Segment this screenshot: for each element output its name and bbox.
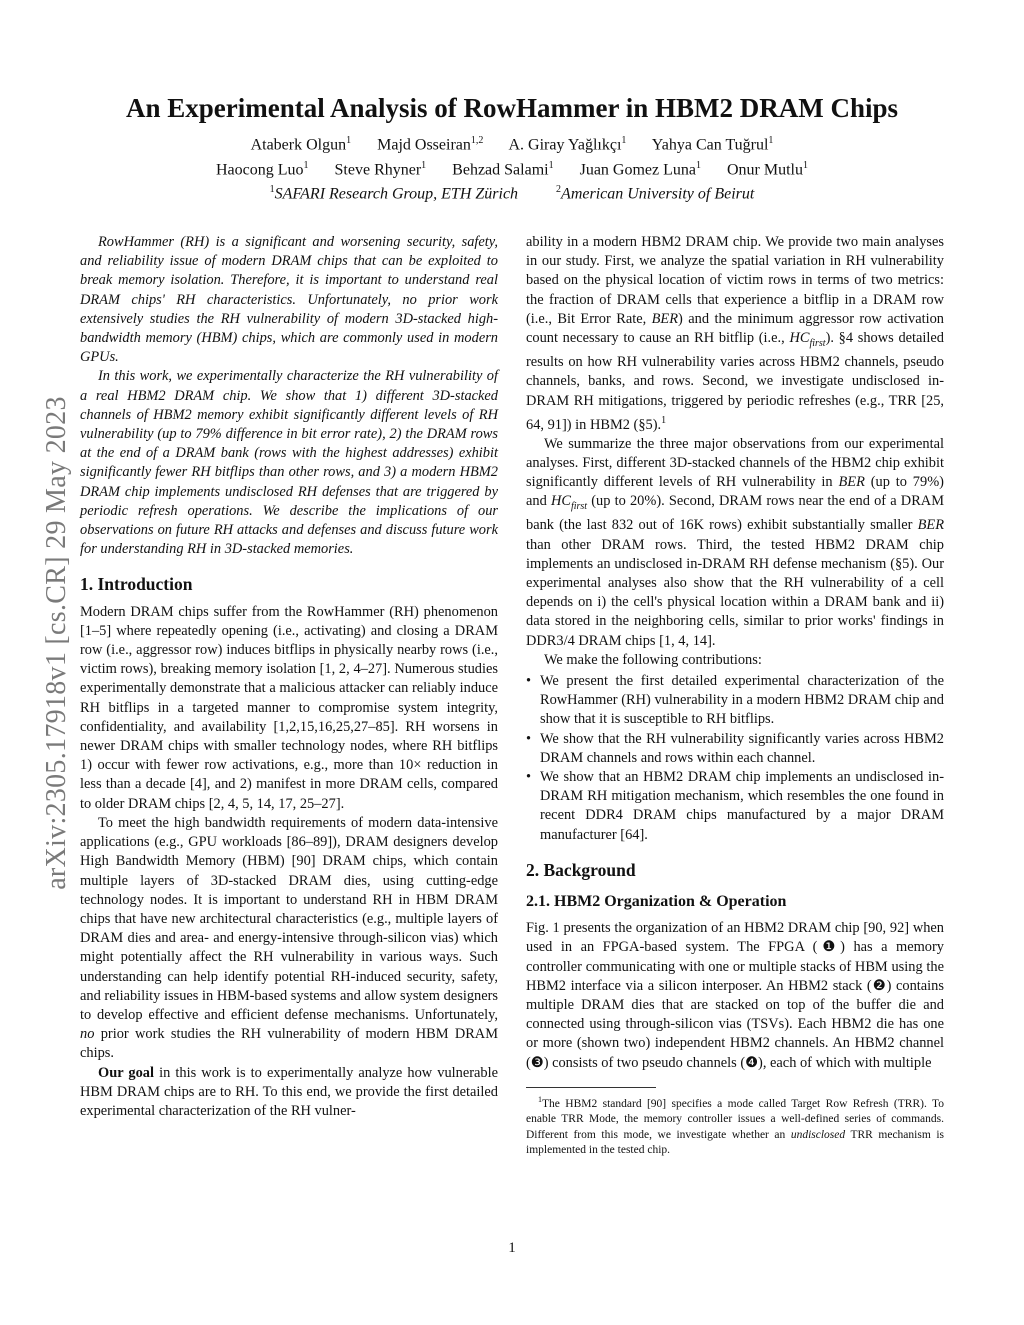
list-item: • We present the first detailed experimental characterization of the RowHammer (RH) vulnerability in a modern HBM2 DRAM chip and show that it is susceptible to RH bitflips. <box>526 672 944 730</box>
author: Majd Osseiran <box>377 136 471 154</box>
abstract <box>80 233 498 559</box>
arxiv-stamp: arXiv:2305.17918v1 [cs.CR] 29 May 2023 <box>41 396 72 890</box>
author: Behzad Salami <box>452 161 549 179</box>
footnote-rule <box>526 1087 656 1088</box>
paragraph: We summarize the three major observations from our experimental analyses. First, different 3D-stacked channels of the HBM2 chip exhibit significantly different levels of RH vulnerability in BER (up to 79%) and $HC_{first}$ (up to 20%). Second, DRAM rows near the end of a DRAM bank (the last 832 out of 16K rows) exhibit substantially smaller BER than other DRAM rows. Third, the tested HBM2 DRAM chip implements an undisclosed in-DRAM RH defense mechanism (§5). Our experimental analyses also show that the RH vulnerability of a cell depends on i) the cell's physical location within a DRAM bank and ii) data stored in the neighboring cells, similar to prior works' findings in DDR3/4 DRAM chips [1, 4, 14]. <box>526 435 944 649</box>
footnote: $^1$The HBM2 standard [90] specifies a mode called Target Row Refresh (TRR). To enable TRR Mode, the memory controller issues a well-defined series of commands. Different from this mode, we investigate whether an undisclosed TRR mechanism is implemented in the tested chip. <box>526 1094 944 1157</box>
subsection-heading: 2.1. HBM2 Organization & Operation <box>526 893 787 911</box>
page-number: 1 <box>508 1240 516 1256</box>
paper-title: An Experimental Analysis of RowHammer in HBM2 DRAM Chips <box>125 93 899 123</box>
author: Ataberk Olgun <box>250 136 347 154</box>
author: Steve Rhyner <box>334 161 422 179</box>
affiliation: SAFARI Research Group, ETH Zürich <box>274 185 519 203</box>
list-item: • We show that an HBM2 DRAM chip implements an undisclosed in-DRAM RH mitigation mechanism, which resembles the one found in recent DDR4 DRAM chips manufactured by a major DRAM manufacturer [64]. <box>526 768 944 845</box>
author: Juan Gomez Luna <box>579 161 696 179</box>
paragraph: Our goal in this work is to experimentally analyze how vulnerable HBM DRAM chips are to RH. To this end, we provide the first detailed experimental characterization of the RH vulner- <box>80 1064 498 1119</box>
abstract-paragraph: RowHammer (RH) is a significant and worsening security, safety, and reliability issue of modern DRAM chips that can be exploited to break memory isolation. Therefore, it is important to understand real DRAM chips' RH characteristics. Unfortunately, no prior work extensively studies the RH vulnerability of modern 3D-stacked high-bandwidth memory (HBM) chips, which are commonly used in modern GPUs. <box>80 234 498 366</box>
author: Onur Mutlu <box>727 161 803 179</box>
abstract-paragraph: In this work, we experimentally characterize the RH vulnerability of a real HBM2 DRAM chip. We show that 1) different 3D-stacked channels of HBM2 memory exhibit significantly different levels of RH vulnerability (up to 79% difference in bit error rate), 2) the DRAM rows at the end of a DRAM bank (rows with the highest addresses) exhibit significantly fewer RH bitflips than other rows, and 3) a modern HBM2 DRAM chip implements undisclosed RH defenses that are triggered by periodic refresh operations. We describe the implications of our observations on future RH attacks and defenses and discuss future work for understanding RH in 3D-stacked memories. <box>80 368 498 558</box>
affiliations: $^1$SAFARI Research Group, ETH Zürich $^2$American University of Beirut <box>269 184 755 203</box>
paragraph: Fig. 1 presents the organization of an HBM2 DRAM chip [90, 92] when used in an FPGA-based system. The FPGA (❶) has a memory controller communicating with one or multiple stacks of HBM using the HBM2 interface via a silicon interposer. An HBM2 stack (❷) contains multiple DRAM dies that are stacked on top of the buffer die and connected using through-silicon vias (TSVs). Each HBM2 die has one or more (shown two) independent HBM2 channels. An HBM2 channel (❸) consists of two pseudo channels (❹), each of which with multiple <box>526 920 944 1071</box>
contributions-list <box>526 672 944 845</box>
paragraph: We make the following contributions: <box>544 651 762 668</box>
list-item: • We show that the RH vulnerability significantly varies across HBM2 DRAM channels and rows within each channel. <box>526 730 944 768</box>
author: A. Giray Yağlıkçı <box>508 136 622 154</box>
author: Haocong Luo <box>215 161 304 179</box>
paragraph: ability in a modern HBM2 DRAM chip. We provide two main analyses in our study. First, we analyze the spatial variation in RH vulnerability based on the physical location of victim rows in terms of two metrics: the fraction of DRAM cells that experience a bitflip in a DRAM row (i.e., Bit Error Rate, BER) and the minimum aggressor row activation count necessary to cause an RH bitflip (i.e., $HC_{first}$). §4 shows detailed results on how RH vulnerability varies across HBM2 channels, pseudo channels, banks, and rows. Second, we investigate undisclosed in-DRAM RH mitigations, triggered by periodic refreshes (e.g., TRR [25, 64, 91]) in HBM2 (§5).$^1$ <box>526 234 944 433</box>
left-column <box>80 233 498 1121</box>
author-line-1: Ataberk Olgun$^1$ Majd Osseiran$^{1,2}$ A. Giray Yağlıkçı$^1$ Yahya Can Tuğrul$^1$ <box>250 135 774 154</box>
paragraph: To meet the high bandwidth requirements of modern data-intensive applications (e.g., GPU workloads [86–89]), DRAM designers develop High Bandwidth Memory (HBM) [90] DRAM chips, which contain multiple layers of 3D-stacked DRAM dies, using cutting-edge technology nodes. It is important to understand RH in HBM DRAM chips that have new architectural characteristics (e.g., multiple layers of DRAM dies and area- and energy-intensive through-silicon vias) which might potentially affect the RH vulnerability in various ways. Such understanding can help identify potential RH-induced security, safety, and reliability issues in HBM-based systems and allow system designers to develop effective and efficient defense mechanisms. Unfortunately, no prior work studies the RH vulnerability of modern HBM DRAM chips. <box>80 814 498 1062</box>
affiliation: American University of Beirut <box>561 185 755 203</box>
right-column <box>526 233 944 1159</box>
author-line-2: Haocong Luo$^1$ Steve Rhyner$^1$ Behzad Salami$^1$ Juan Gomez Luna$^1$ Onur Mutlu$^1$ <box>215 160 808 179</box>
paragraph: Modern DRAM chips suffer from the RowHammer (RH) phenomenon [1–5] where repeatedly opening (i.e., activating) and closing a DRAM row (i.e., aggressor row) induces bitflips in physically nearby rows (i.e., victim rows), breaking memory isolation [1, 2, 4–27]. Numerous studies experimentally demonstrate that a malicious attacker can reliably induce RH bitflips in a targeted manner to compromise system integrity, confidentiality, and availability [1,2,15,16,25,27–85]. RH worsens in newer DRAM chips with smaller technology nodes, where RH bitflips 1) occur with fewer row activations, e.g., more than 10× reduction in less than a decade [4], and 2) manifest in more DRAM cells, compared to older DRAM chips [2, 4, 5, 14, 17, 25–27]. <box>80 603 498 812</box>
author: Yahya Can Tuğrul <box>651 136 769 154</box>
section-heading-introduction: 1. Introduction <box>80 574 193 595</box>
section-heading-background: 2. Background <box>526 859 636 880</box>
